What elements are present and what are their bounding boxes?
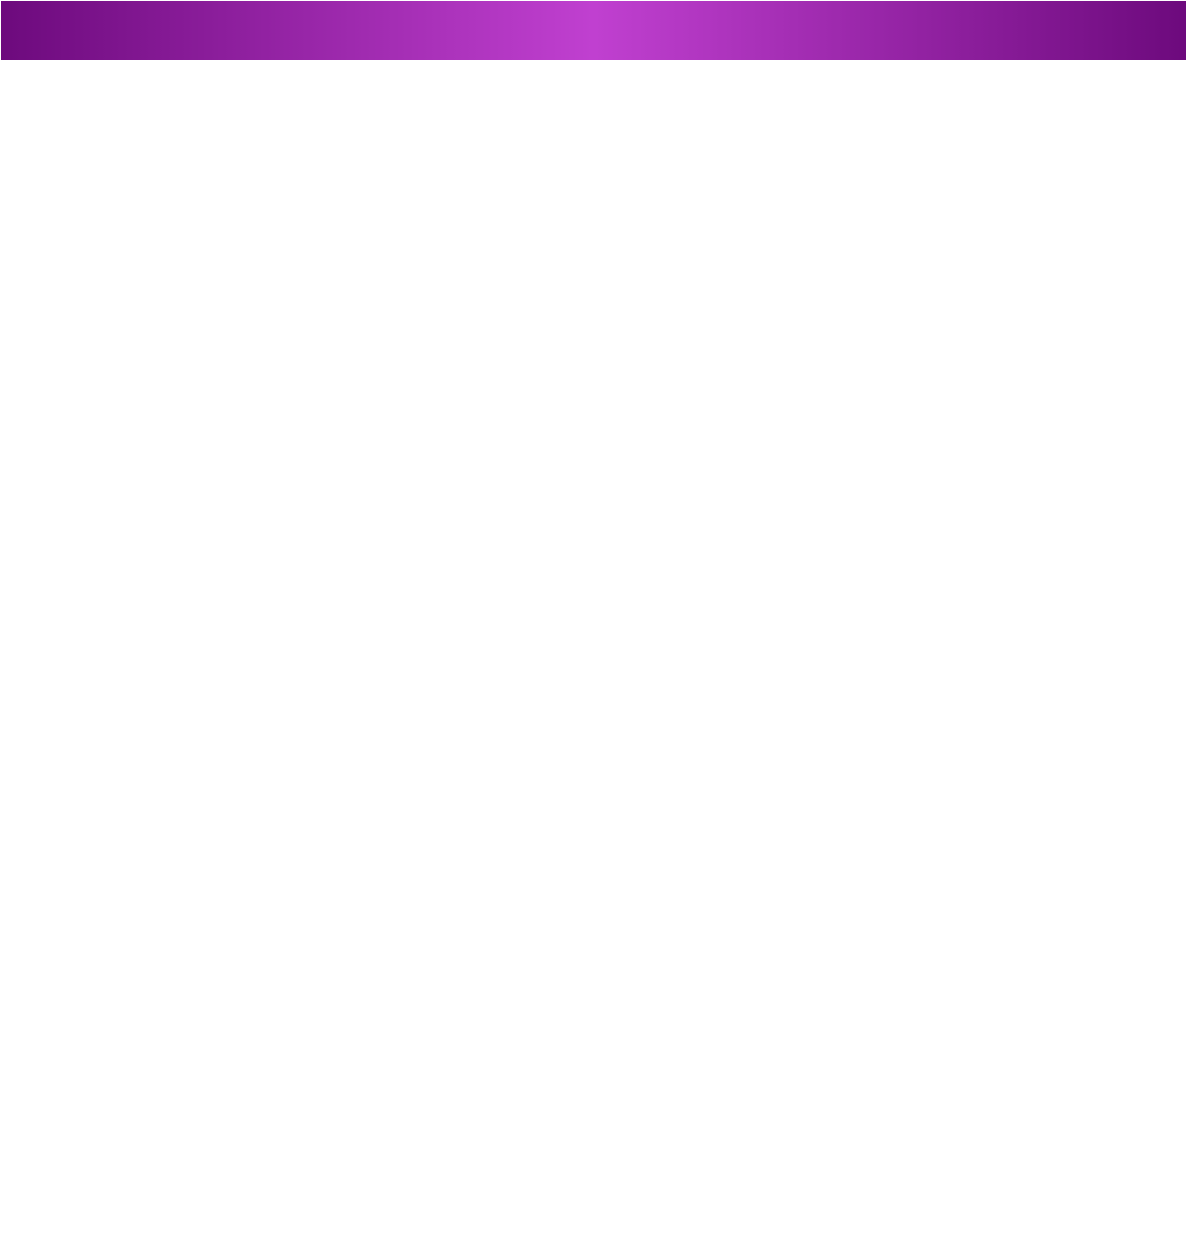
title-banner <box>1 1 1186 60</box>
